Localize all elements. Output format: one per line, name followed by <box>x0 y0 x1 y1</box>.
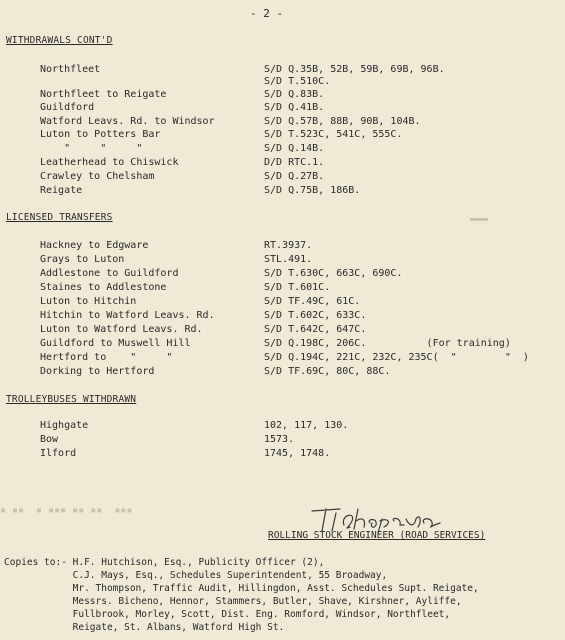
transfer-route: Hackney to Edgware <box>40 240 149 251</box>
copies-line: Mr. Thompson, Traffic Audit, Hillingdon, Asst. Schedules Supt. Reigate, <box>4 583 479 594</box>
copies-line: C.J. Mays, Esq., Schedules Superintendent, 55 Broadway, <box>4 570 388 581</box>
trolleybus-depot: Highgate <box>40 420 89 431</box>
withdrawals-vals: S/D Q.41B. <box>264 102 325 113</box>
copies-line: Copies to:- H.F. Hutchison, Esq., Publicity Officer (2), <box>4 557 325 568</box>
withdrawals-route: Luton to Potters Bar <box>40 129 161 140</box>
withdrawals-vals: S/D T.510C. <box>264 76 331 87</box>
transfer-vals: S/D T.630C, 663C, 690C. <box>264 268 403 279</box>
signatory-title: ROLLING STOCK ENGINEER (ROAD SERVICES) <box>268 530 486 541</box>
trolleybuses-title: TROLLEYBUSES WITHDRAWN <box>6 394 137 405</box>
page-number: - 2 - <box>250 7 284 20</box>
transfer-vals: S/D Q.194C, 221C, 232C, 235C( " " ) <box>264 352 529 363</box>
transfer-vals: S/D T.601C. <box>264 282 331 293</box>
withdrawals-vals: S/D Q.35B, 52B, 59B, 69B, 96B. <box>264 64 445 75</box>
licensed-transfers-title: LICENSED TRANSFERS <box>6 212 113 223</box>
withdrawals-route: Watford Leavs. Rd. to Windsor <box>40 116 215 127</box>
transfer-route: Dorking to Hertford <box>40 366 155 377</box>
withdrawals-route: " " " <box>40 143 143 154</box>
transfer-route: Grays to Luton <box>40 254 125 265</box>
transfer-vals: S/D TF.49C, 61C. <box>264 296 361 307</box>
withdrawals-route: Crawley to Chelsham <box>40 171 155 182</box>
withdrawals-route: Guildford <box>40 102 95 113</box>
withdrawals-vals: D/D RTC.1. <box>264 157 325 168</box>
withdrawals-route: Northfleet <box>40 64 101 75</box>
transfer-vals: S/D T.602C, 633C. <box>264 310 367 321</box>
transfer-route: Luton to Watford Leavs. Rd. <box>40 324 203 335</box>
transfer-route: Hitchin to Watford Leavs. Rd. <box>40 310 215 321</box>
transfer-route: Addlestone to Guildford <box>40 268 179 279</box>
transfer-vals: RT.3937. <box>264 240 313 251</box>
withdrawals-vals: S/D Q.14B. <box>264 143 325 154</box>
transfer-route: Hertford to " " <box>40 352 173 363</box>
withdrawals-title: WITHDRAWALS CONT'D <box>6 35 113 46</box>
transfer-vals: S/D TF.69C, 80C, 88C. <box>264 366 391 377</box>
trolleybus-nums: 102, 117, 130. <box>264 420 349 431</box>
withdrawals-route: Reigate <box>40 185 83 196</box>
transfer-vals: S/D T.642C, 647C. <box>264 324 367 335</box>
transfer-route: Luton to Hitchin <box>40 296 137 307</box>
transfer-vals: S/D Q.198C, 206C. (For training) <box>264 338 511 349</box>
copies-line: Fullbrook, Morley, Scott, Dist. Eng. Romford, Windsor, Northfleet, <box>4 609 451 620</box>
withdrawals-vals: S/D T.523C, 541C, 555C. <box>264 129 403 140</box>
withdrawals-vals: S/D Q.57B, 88B, 90B, 104B. <box>264 116 421 127</box>
copies-line: Messrs. Bicheno, Hennor, Stammers, Butler, Shave, Kirshner, Ayliffe, <box>4 596 462 607</box>
withdrawals-route: Northfleet to Reigate <box>40 89 167 100</box>
trolleybus-nums: 1573. <box>264 434 295 445</box>
transfer-route: Staines to Addlestone <box>40 282 167 293</box>
withdrawals-vals: S/D Q.75B, 186B. <box>264 185 361 196</box>
withdrawals-route: Leatherhead to Chiswick <box>40 157 179 168</box>
trolleybus-depot: Bow <box>40 434 59 445</box>
transfer-vals: STL.491. <box>264 254 313 265</box>
copies-line: Reigate, St. Albans, Watford High St. <box>4 622 285 633</box>
trolleybus-nums: 1745, 1748. <box>264 448 331 459</box>
transfer-route: Guildford to Muswell Hill <box>40 338 191 349</box>
trolleybus-depot: Ilford <box>40 448 77 459</box>
show-through-mark: ▬▬▬ <box>470 214 489 225</box>
withdrawals-vals: S/D Q.83B. <box>264 89 325 100</box>
withdrawals-vals: S/D Q.27B. <box>264 171 325 182</box>
show-through-mark: ▪ ▪▪ ▪ ▪▪▪ ▪▪ ▪▪ ▪▪▪ <box>0 505 133 516</box>
